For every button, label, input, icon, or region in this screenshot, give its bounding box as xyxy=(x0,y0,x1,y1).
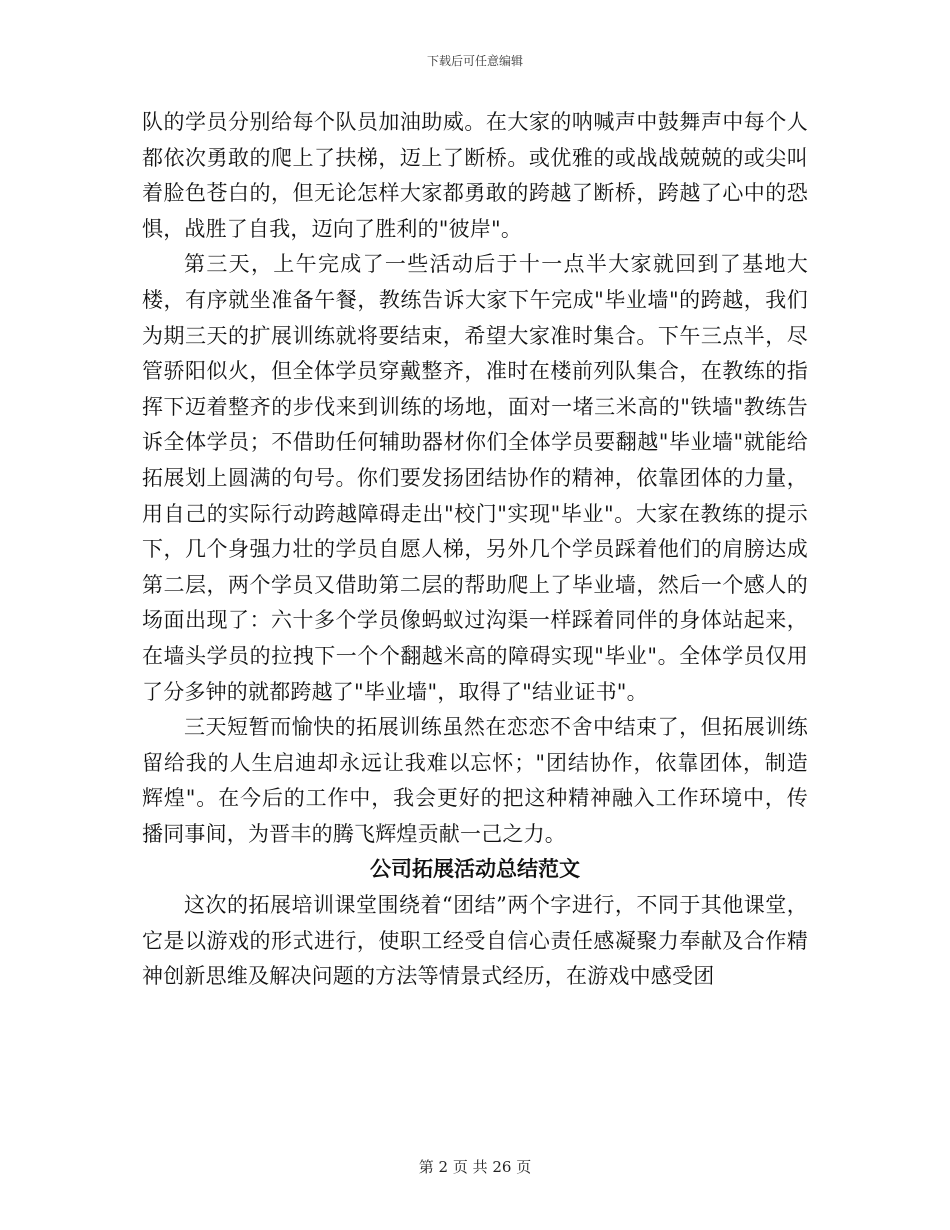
paragraph-2: 第三天，上午完成了一些活动后于十一点半大家就回到了基地大楼，有序就坐准备午餐，教练告诉大家下午完成"毕业墙"的跨越，我们为期三天的扩展训练就将要结束，希望大家准时集合。下午三点半，尽管骄阳似火，但全体学员穿戴整齐，准时在楼前列队集合，在教练的指挥下迈着整齐的步伐来到训练的场地，面对一堵三米高的"铁墙"教练告诉全体学员；不借助任何辅助器材你们全体学员要翻越"毕业墙"就能给拓展划上圆满的句号。你们要发扬团结协作的精神，依靠团体的力量，用自己的实际行动跨越障碍走出"校门"实现"毕业"。大家在教练的提示下，几个身强力壮的学员自愿人梯，另外几个学员踩着他们的肩膀达成第二层，两个学员又借助第二层的帮助爬上了毕业墙，然后一个感人的场面出现了：六十多个学员像蚂蚁过沟渠一样踩着同伴的身体站起来，在墙头学员的拉拽下一个个翻越米高的障碍实现"毕业"。全体学员仅用了分多钟的就都跨越了"毕业墙"，取得了"结业证书"。 xyxy=(142,252,808,704)
paragraph-3: 三天短暂而愉快的拓展训练虽然在恋恋不舍中结束了，但拓展训练留给我的人生启迪却永远让我难以忘怀；"团结协作，依靠团体，制造辉煌"。在今后的工作中，我会更好的把这种精神融入工作环境中，传播同事间，为晋丰的腾飞辉煌贡献一己之力。 xyxy=(142,715,808,846)
section-title: 公司拓展活动总结范文 xyxy=(370,857,580,882)
section-paragraph: 这次的拓展培训课堂围绕着“团结”两个字进行，不同于其他课堂，它是以游戏的形式进行，使职工经受自信心责任感凝聚力奉献及合作精神创新思维及解决问题的方法等情景式经历，在游戏中感受团 xyxy=(142,893,808,989)
document-body xyxy=(142,105,808,995)
page-header: 下载后可任意编辑 xyxy=(426,54,523,68)
page-footer: 第 2 页 共 26 页 xyxy=(418,1158,532,1176)
paragraph-1: 队的学员分别给每个队员加油助威。在大家的呐喊声中鼓舞声中每个人都依次勇敢的爬上了扶梯，迈上了断桥。或优雅的或战战兢兢的或尖叫着脸色苍白的，但无论怎样大家都勇敢的跨越了断桥，跨越了心中的恐惧，战胜了自我，迈向了胜利的"彼岸"。 xyxy=(142,110,808,241)
